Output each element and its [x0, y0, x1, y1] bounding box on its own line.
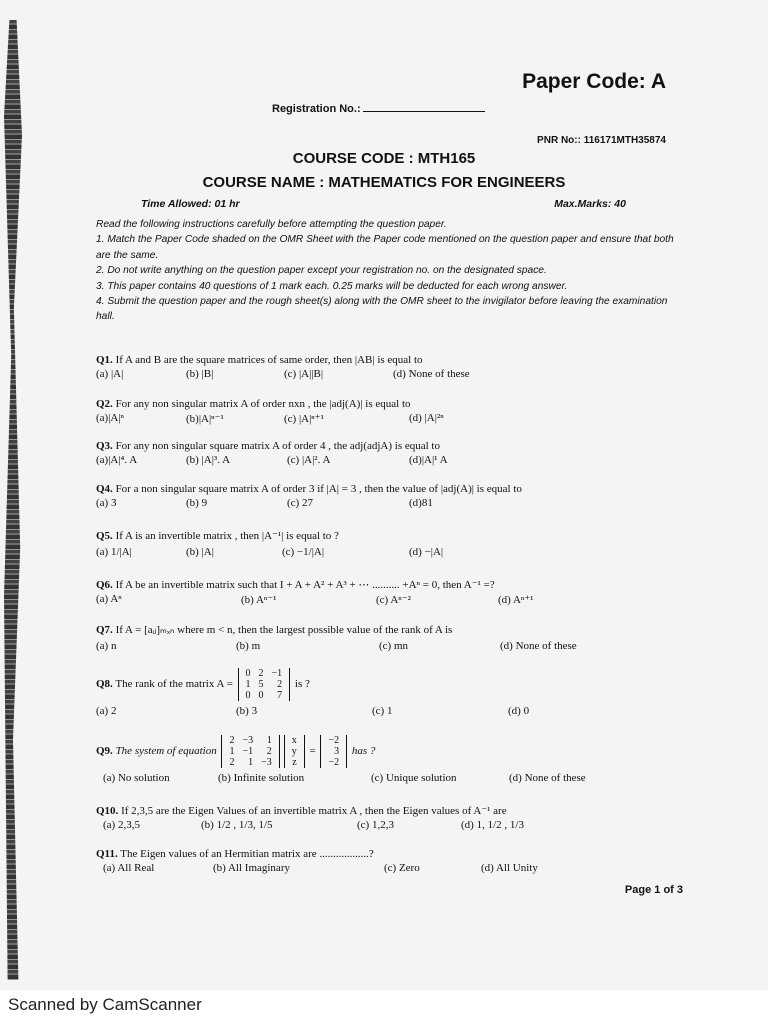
question-number: Q7.: [96, 624, 113, 636]
option-c: (c) Aⁿ⁻²: [376, 594, 411, 606]
question-10: [96, 804, 524, 833]
question-text: If A is an invertible matrix , then |A⁻¹| is equal to ?: [115, 530, 339, 542]
options-row: [96, 772, 586, 786]
course-code: COURSE CODE : MTH165: [292, 150, 476, 167]
instruction-line: 1. Match the Paper Code shaded on the OMR Sheet with the Paper code mentioned on the question paper and ensure that both are the same.: [96, 234, 674, 261]
option-d: (d) 0: [508, 705, 530, 717]
option-b: (b) 9: [186, 497, 208, 509]
options-row: [96, 819, 524, 833]
option-b: (b)|A|ⁿ⁻¹: [186, 413, 224, 425]
option-c: (c) |A||B|: [284, 368, 324, 380]
question-number: Q2.: [96, 398, 113, 410]
question-7: [96, 623, 577, 654]
option-b: (b) m: [236, 640, 261, 652]
option-c: (c) |A|². A: [287, 454, 331, 466]
question-5: [96, 529, 444, 560]
option-b: (b) |B|: [186, 368, 214, 380]
question-number: Q5.: [96, 530, 113, 542]
option-b: (b) |A|: [186, 546, 214, 558]
registration-blank: [363, 103, 485, 112]
option-c: (c) 1: [372, 705, 393, 717]
rhs-vector: −2 3 −2: [320, 735, 347, 768]
question-number: Q3.: [96, 440, 113, 452]
question-9: [96, 735, 586, 786]
option-d: (d) None of these: [509, 772, 586, 784]
option-b: (b) 1/2 , 1/3, 1/5: [201, 819, 273, 831]
question-3: [96, 440, 448, 468]
coefficient-matrix: 2 −3 1 1 −1 2 2 1 −3: [221, 735, 279, 768]
question-text-end: has ?: [351, 745, 376, 758]
question-text: The system of equation: [115, 745, 217, 758]
question-4: [96, 483, 522, 511]
option-b: (b) 3: [236, 705, 258, 717]
question-text: For any non singular matrix A of order nxn , the |adj(A)| is equal to: [115, 398, 411, 410]
option-c: (c) 27: [287, 497, 313, 509]
equals-sign: =: [309, 745, 316, 758]
question-number: Q4.: [96, 483, 113, 495]
option-d: (d) |A|²ⁿ: [409, 412, 444, 424]
option-a: (a) No solution: [103, 772, 170, 784]
max-marks: Max.Marks: 40: [554, 198, 626, 210]
question-number: Q9.: [96, 745, 113, 758]
instruction-line: 3. This paper contains 40 questions of 1 mark each. 0.25 marks will be deducted for each wrong answer.: [96, 280, 568, 292]
question-8: [96, 668, 530, 719]
question-1: [96, 354, 470, 382]
question-number: Q1.: [96, 354, 113, 366]
registration-label: Registration No.:: [272, 103, 361, 115]
options-row: [96, 454, 448, 468]
options-row: [96, 640, 577, 654]
option-a: (a) All Real: [103, 862, 155, 874]
question-number: Q11.: [96, 848, 118, 860]
question-text-end: is ?: [294, 678, 310, 691]
instruction-line: 4. Submit the question paper and the rough sheet(s) along with the OMR sheet to the invigilator before leaving the examination hall.: [96, 296, 668, 323]
matrix-a: 0 2 −1 1 5 2 0 0 7: [238, 668, 291, 701]
option-c: (c) Zero: [384, 862, 420, 874]
options-row: [96, 412, 444, 426]
paper-code: Paper Code: A: [522, 70, 666, 93]
option-a: (a) Aⁿ: [96, 593, 122, 605]
page-number: Page 1 of 3: [624, 884, 683, 896]
option-c: (c) Unique solution: [371, 772, 457, 784]
question-number: Q8.: [96, 678, 113, 691]
option-b: (b) |A|³. A: [186, 454, 231, 466]
option-b: (b) Infinite solution: [218, 772, 305, 784]
option-d: (d) All Unity: [481, 862, 538, 874]
option-a: (a) n: [96, 640, 117, 652]
option-a: (a) 1/|A|: [96, 546, 132, 558]
pnr-number: PNR No:: 116171MTH35874: [537, 135, 666, 146]
question-11: [96, 848, 538, 876]
question-text: The Eigen values of an Hermitian matrix are ..................?: [120, 848, 374, 860]
options-row: [96, 497, 522, 511]
instruction-line: Read the following instructions carefully before attempting the question paper.: [96, 219, 447, 230]
registration-field: [272, 103, 485, 115]
course-name: COURSE NAME : MATHEMATICS FOR ENGINEERS: [202, 174, 566, 191]
option-a: (a) 2: [96, 705, 117, 717]
option-b: (b) All Imaginary: [213, 862, 290, 874]
options-row: [96, 593, 534, 607]
question-text: If 2,3,5 are the Eigen Values of an invertible matrix A , then the Eigen values of A⁻¹ are: [121, 805, 507, 817]
option-d: (d) −|A|: [409, 546, 444, 558]
instruction-line: 2. Do not write anything on the question paper except your registration no. on the designated space.: [96, 265, 547, 277]
time-allowed: Time Allowed: 01 hr: [141, 198, 240, 210]
option-d: (d)81: [409, 497, 433, 509]
question-2: [96, 398, 444, 426]
option-a: (a)|A|⁴. A: [96, 454, 138, 466]
question-6: [96, 578, 534, 607]
question-text: For any non singular square matrix A of order 4 , the adj(adjA) is equal to: [115, 440, 440, 452]
option-d: (d) None of these: [500, 640, 577, 652]
instructions-block: [96, 217, 676, 325]
question-number: Q10.: [96, 805, 119, 817]
option-d: (d)|A|¹ A: [409, 454, 448, 466]
scanner-watermark: Scanned by CamScanner: [8, 995, 202, 1014]
question-text: The rank of the matrix A =: [115, 678, 233, 691]
question-text: If A = [aᵢⱼ]ₘₓₙ where m < n, then the largest possible value of the rank of A is: [115, 624, 453, 636]
options-row: [96, 705, 530, 719]
option-d: (d) Aⁿ⁺¹: [498, 594, 534, 606]
option-c: (c) −1/|A|: [282, 546, 325, 558]
option-d: (d) None of these: [393, 368, 470, 380]
options-row: [96, 368, 470, 382]
option-c: (c) 1,2,3: [357, 819, 394, 831]
variable-vector: x y z: [284, 735, 305, 768]
options-row: [96, 546, 444, 560]
question-text: If A and B are the square matrices of same order, then |AB| is equal to: [115, 354, 423, 366]
option-a: (a) 3: [96, 497, 117, 509]
question-text: If A be an invertible matrix such that I + A + A² + A³ + ⋯ .......... +Aⁿ = 0, then A⁻¹ =?: [115, 579, 495, 591]
option-a: (a) |A|: [96, 368, 124, 380]
option-c: (c) |A|ⁿ⁺¹: [284, 413, 324, 425]
option-d: (d) 1, 1/2 , 1/3: [461, 819, 524, 831]
option-a: (a)|A|ⁿ: [96, 412, 125, 424]
options-row: [96, 862, 538, 876]
question-text: For a non singular square matrix A of order 3 if |A| = 3 , then the value of |adj(A)| is equal to: [115, 483, 522, 495]
option-a: (a) 2,3,5: [103, 819, 140, 831]
option-c: (c) mn: [379, 640, 409, 652]
question-number: Q6.: [96, 579, 113, 591]
option-b: (b) Aⁿ⁻¹: [241, 594, 277, 606]
